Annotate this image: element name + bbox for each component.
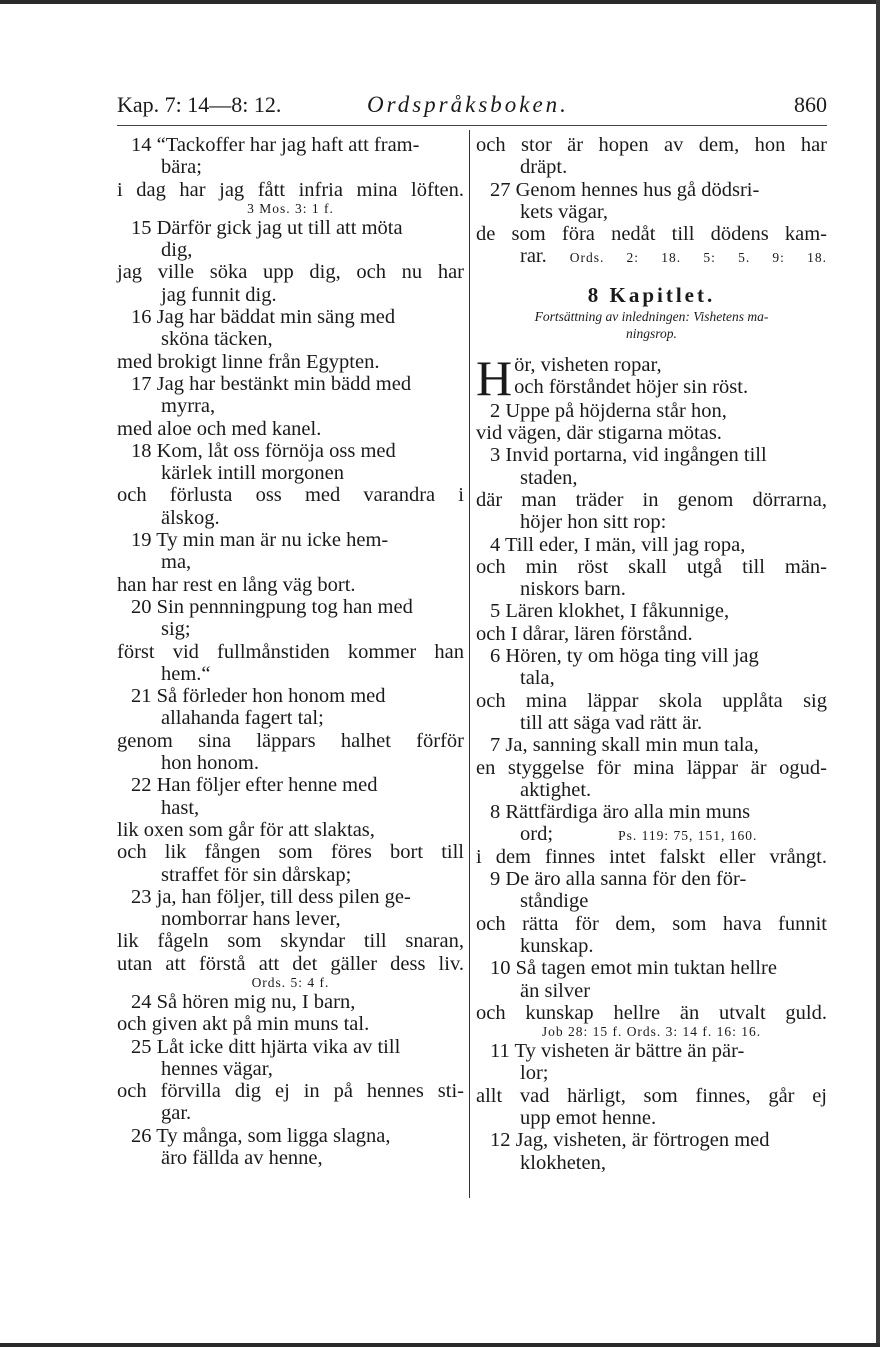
text-line: kets vägar,: [520, 200, 608, 223]
chapter-reference: Kap. 7: 14—8: 12.: [117, 92, 282, 117]
text-line: kärlek intill morgonen: [161, 462, 344, 485]
text-line: 8 Rättfärdiga äro alla min muns: [490, 801, 751, 824]
text-line: ma,: [161, 551, 192, 574]
spacer: [476, 342, 827, 354]
text-line: hem.“: [161, 662, 211, 685]
cross-reference: 3 Mos. 3: 1 f.: [247, 200, 334, 216]
text-line: ståndige: [520, 890, 589, 913]
text-line: nomborrar hans lever,: [161, 908, 341, 931]
cross-reference: Job 28: 15 f. Ords. 3: 14 f. 16: 16.: [541, 1024, 762, 1040]
text-line: ör, visheten ropar,: [514, 353, 662, 376]
text-line: och förståndet höjer sin röst.: [514, 376, 749, 399]
text-line: tala,: [520, 667, 555, 690]
text-line: 26 Ty många, som ligga slagna,: [131, 1124, 391, 1147]
text-line: och kunskap hellre än utvalt guld.: [476, 1001, 827, 1024]
text-line: 25 Låt icke ditt hjärta vika av till: [131, 1035, 401, 1058]
text-line: och lik fången som föres bort till: [117, 841, 464, 864]
text-line: han har rest en lång väg bort.: [117, 573, 356, 596]
text-line: 10 Så tagen emot min tuktan hellre: [490, 957, 777, 980]
chapter-heading: 8 Kapitlet.: [587, 282, 716, 307]
text-line: och mina läppar skola upplåta sig: [476, 689, 827, 712]
text-line: upp emot henne.: [520, 1106, 657, 1129]
text-line: och förvilla dig ej in på hennes sti-: [117, 1080, 464, 1103]
text-line: 11 Ty visheten är bättre än pär-: [490, 1040, 745, 1063]
chapter-subtitle-line: Fortsättning av inledningen: Vishetens ma-: [534, 308, 769, 324]
left-column: [117, 134, 464, 1169]
text-line: höjer hon sitt rop:: [520, 511, 667, 534]
text-line: 18 Kom, låt oss förnöja oss med: [131, 439, 396, 462]
text-line: och förlusta oss med varandra i: [117, 484, 464, 507]
right-column: [476, 134, 827, 1174]
line-text: ord;: [520, 823, 554, 846]
text-line: 22 Han följer efter henne med: [131, 774, 378, 797]
text-line: staden,: [520, 466, 578, 489]
page-top-edge: [0, 0, 880, 4]
text-line: hast,: [161, 796, 200, 819]
text-line: och stor är hopen av dem, hon har: [476, 134, 827, 156]
right-column-rest: [476, 400, 827, 801]
text-line: genom sina läppars halhet förför: [117, 729, 464, 752]
text-line: [476, 823, 827, 845]
text-line: dig,: [161, 239, 193, 262]
text-line: jag ville söka upp dig, och nu har: [117, 261, 464, 284]
text-line: 19 Ty min man är nu icke hem-: [131, 529, 389, 552]
text-line: vid vägen, där stigarna mötas.: [476, 422, 722, 445]
text-line: myrra,: [161, 395, 216, 418]
text-line: allahanda fagert tal;: [161, 707, 324, 730]
text-line: först vid fullmånstiden kommer han: [117, 640, 464, 663]
text-line: hon honom.: [161, 752, 259, 775]
page-right-edge: [876, 0, 880, 1347]
text-line: och I dårar, lären förstånd.: [476, 622, 693, 645]
header-rule: [117, 125, 827, 126]
text-line: älskog.: [161, 506, 220, 529]
text-line: 15 Därför gick jag ut till att möta: [131, 216, 403, 239]
cross-reference: Ords. 2: 18. 5: 5. 9: 18.: [569, 250, 827, 266]
text-line: en styggelse för mina läppar är ogud-: [476, 756, 827, 779]
text-line: än silver: [520, 979, 591, 1002]
text-line: lor;: [520, 1062, 549, 1085]
page-bottom-edge: [0, 1343, 880, 1347]
text-line: 14 “Tackoffer har jag haft att fram-: [131, 134, 420, 156]
text-line: med brokigt linne från Egypten.: [117, 350, 380, 373]
book-title: Ordspråksboken.: [367, 92, 569, 117]
chapter-subtitle-line: ningsrop.: [626, 325, 677, 341]
text-line: 27 Genom hennes hus gå dödsri-: [490, 178, 760, 201]
page-number: 860: [794, 92, 827, 117]
cross-reference: Ps. 119: 75, 151, 160.: [618, 828, 758, 844]
text-line: 3 Invid portarna, vid ingången till: [490, 444, 767, 467]
column-divider: [469, 130, 470, 1198]
text-line: gar.: [161, 1102, 192, 1125]
text-line: äro fällda av henne,: [161, 1147, 323, 1170]
text-line: och min röst skall utgå till män-: [476, 555, 827, 578]
first-verse: [476, 349, 827, 406]
spacer: [476, 268, 827, 282]
text-line: 12 Jag, visheten, är förtrogen med: [490, 1129, 770, 1152]
text-line: 23 ja, han följer, till dess pilen ge-: [131, 885, 411, 908]
text-line: med aloe och med kanel.: [117, 417, 322, 440]
text-line: niskors barn.: [520, 578, 626, 601]
text-line: 16 Jag har bäddat min säng med: [131, 306, 396, 329]
text-line: jag funnit dig.: [161, 283, 277, 306]
text-line: lik fågeln som skyndar till snaran,: [117, 930, 464, 953]
right-column-top: [476, 134, 827, 245]
text-line: 17 Jag har bestänkt min bädd med: [131, 372, 412, 395]
text-line: straffet för sin dårskap;: [161, 863, 352, 886]
text-line: till att säga vad rätt är.: [520, 711, 703, 734]
text-line: lik oxen som går för att slaktas,: [117, 818, 375, 841]
drop-cap: H: [476, 349, 513, 406]
text-line: utan att förstå att det gäller dess liv.: [117, 952, 464, 975]
line-text: rar.: [520, 245, 547, 268]
text-line: och given akt på min muns tal.: [117, 1013, 370, 1036]
text-line: 4 Till eder, I män, vill jag ropa,: [490, 533, 746, 556]
text-line: dräpt.: [520, 156, 568, 179]
text-line: [476, 245, 827, 267]
text-line: 5 Lären klokhet, I fåkunnige,: [490, 600, 730, 623]
text-line: aktighet.: [520, 778, 592, 801]
text-line: där man träder in genom dörrarna,: [476, 488, 827, 511]
text-line: 24 Så hören mig nu, I barn,: [131, 990, 356, 1013]
text-line: sig;: [161, 618, 191, 641]
text-line: bära;: [161, 156, 202, 179]
text-line: i dem finnes intet falskt eller vrångt.: [476, 845, 827, 868]
text-line: de som föra nedåt till dödens kam-: [476, 223, 827, 246]
text-line: klokheten,: [520, 1151, 606, 1174]
text-line: allt vad härligt, som finnes, går ej: [476, 1084, 827, 1107]
text-line: kunskap.: [520, 934, 594, 957]
text-line: och rätta för dem, som hava funnit: [476, 912, 827, 935]
text-line: 9 De äro alla sanna för den för-: [490, 868, 747, 891]
text-line: 7 Ja, sanning skall min mun tala,: [490, 734, 759, 757]
text-line: 2 Uppe på höjderna står hon,: [490, 399, 727, 422]
cross-reference: Ords. 5: 4 f.: [251, 974, 330, 990]
text-line: 20 Sin pennningpung tog han med: [131, 595, 413, 618]
text-line: 6 Hören, ty om höga ting vill jag: [490, 645, 759, 668]
text-line: sköna täcken,: [161, 328, 273, 351]
text-line: i dag har jag fått infria mina löften.: [117, 178, 464, 201]
right-column-end: [476, 846, 827, 1174]
page-header: [117, 88, 827, 124]
text-line: 21 Så förleder hon honom med: [131, 685, 386, 708]
text-line: hennes vägar,: [161, 1057, 273, 1080]
